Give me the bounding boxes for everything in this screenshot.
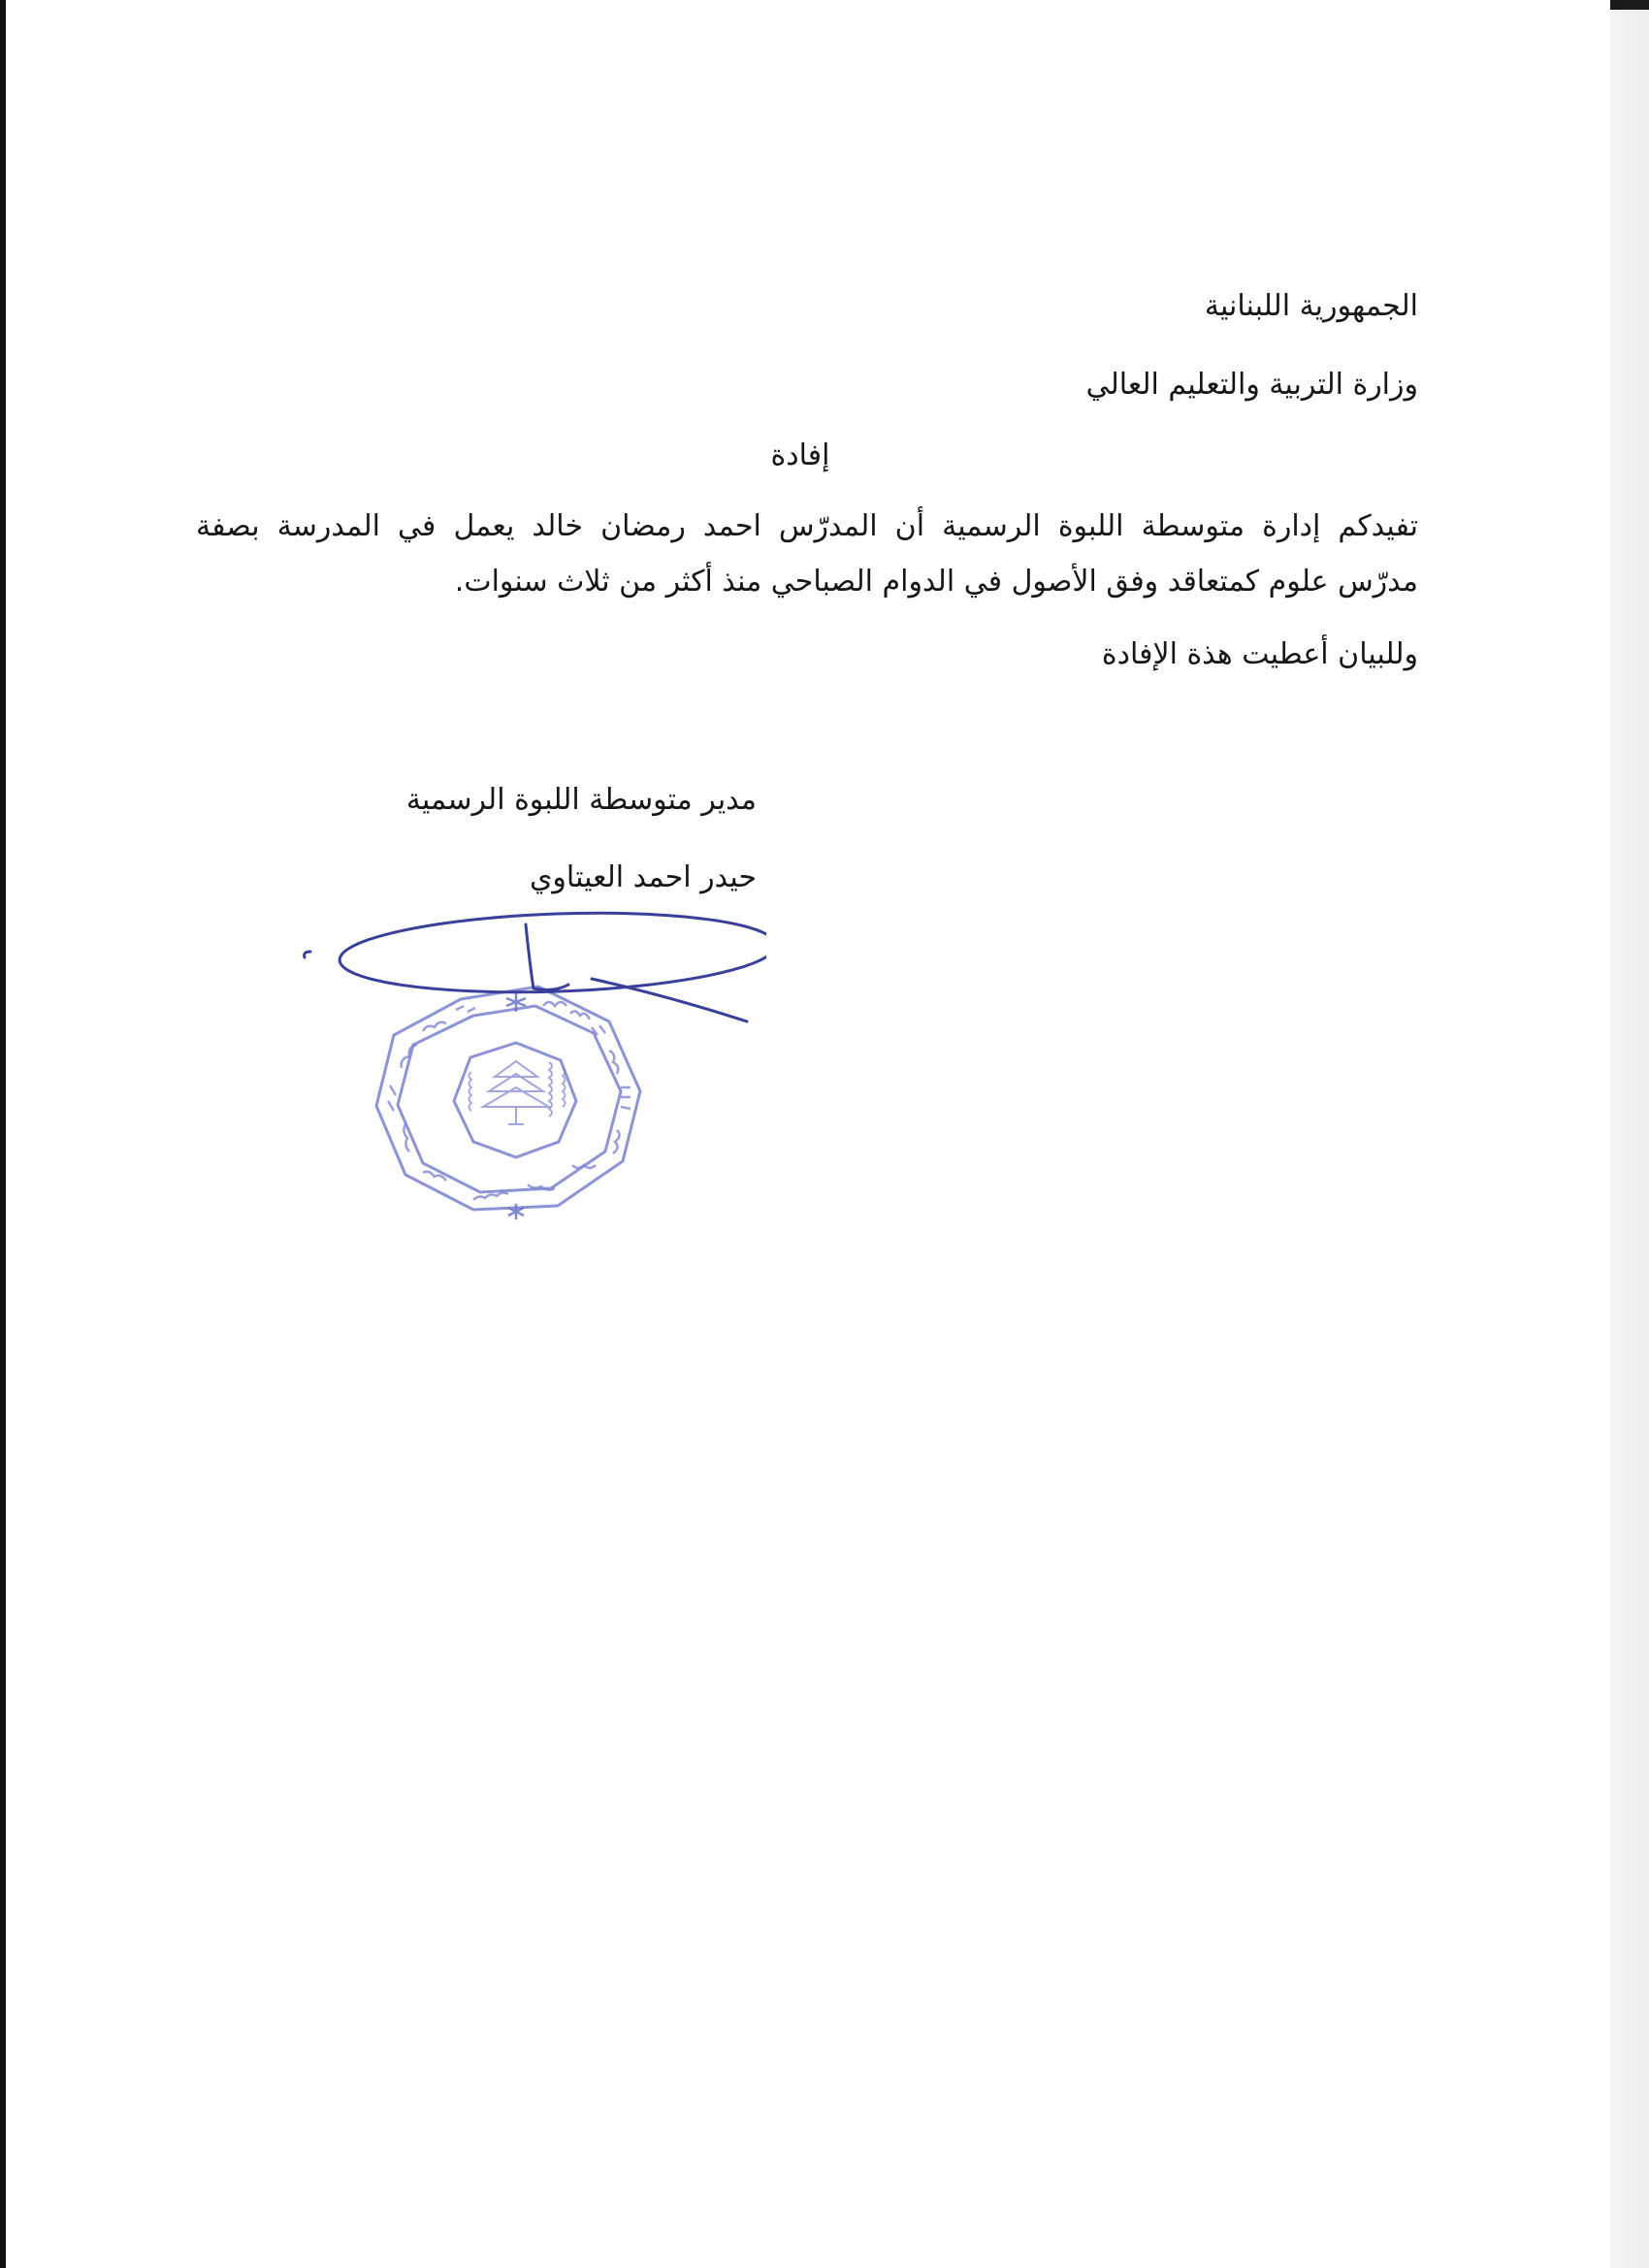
cedar-tree-icon (483, 1061, 549, 1124)
closing-statement: وللبيان أعطيت هذة الإفادة (1101, 637, 1418, 671)
body-line-1: تفيدكم إدارة متوسطة اللبوة الرسمية أن المدرّس احمد رمضان خالد يعمل في المدرسة بصفة (196, 509, 1418, 543)
letterhead-ministry: وزارة التربية والتعليم العالي (1085, 368, 1418, 402)
principal-name: حيدر احمد العيتاوي (529, 860, 757, 894)
letterhead-republic: الجمهورية اللبنانية (1204, 289, 1418, 323)
stamp-seal (376, 987, 640, 1210)
principal-title: مدير متوسطة اللبوة الرسمية (405, 783, 757, 817)
stamp-ring-marks (388, 1002, 630, 1200)
handwritten-signature (305, 906, 766, 1021)
body-line-2: مدرّس علوم كمتعاقد وفق الأصول في الدوام الصباحي منذ أكثر من ثلاث سنوات. (454, 565, 1418, 599)
document-title: إفادة (770, 438, 830, 472)
official-stamp (301, 897, 766, 1261)
